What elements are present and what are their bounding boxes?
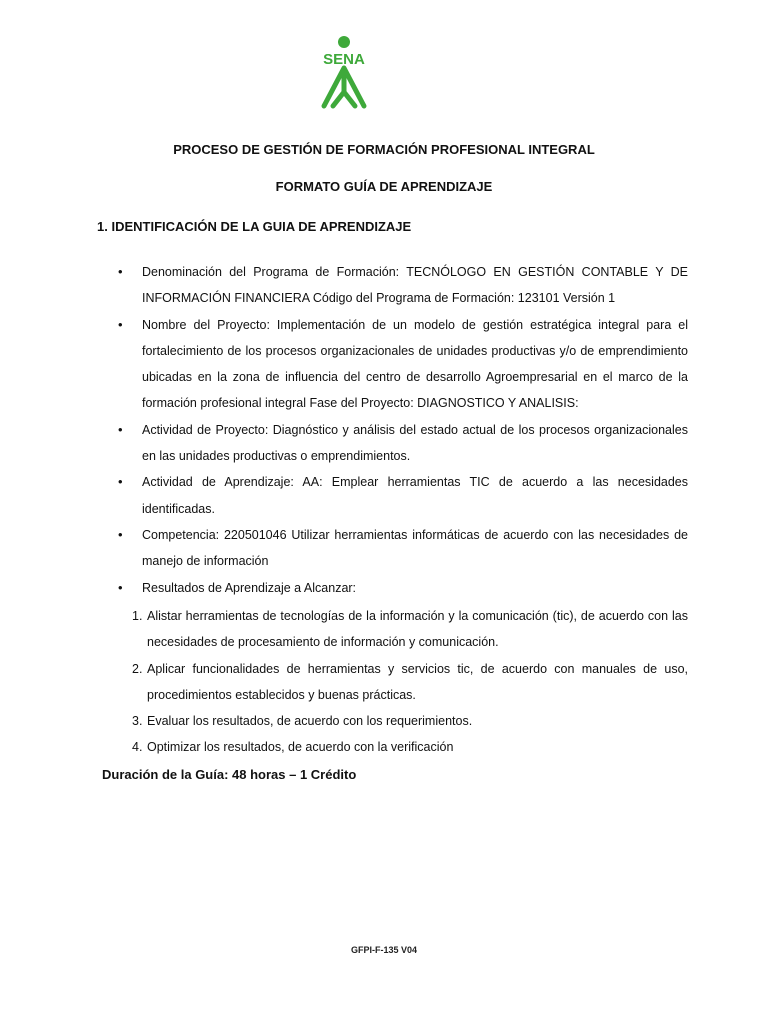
bullet-icon: • xyxy=(118,474,123,490)
result-item: 2. Aplicar funcionalidades de herramientas y servicios tic, de acuerdo con manuales de uso, procedimientos establecidos y buenas prácticas. xyxy=(132,661,688,702)
list-item: • Nombre del Proyecto: Implementación de un modelo de gestión estratégica integral para el fortalecimiento de los procesos organizacionales de unidades productivas y/o de emprendimiento ubicadas en la zona de influencia del centro de desarrollo Agroempresarial en el marco de la formación profesional integral Fase del Proyecto: DIAGNOSTICO Y ANALISIS: xyxy=(142,312,688,417)
result-item: 3. Evaluar los resultados, de acuerdo con los requerimientos. xyxy=(132,714,473,729)
list-item: • Actividad de Aprendizaje: AA: Emplear herramientas TIC de acuerdo a las necesidades identificadas. xyxy=(142,469,688,522)
result-item: 1. Alistar herramientas de tecnologías de la información y la comunicación (tic), de acuerdo con las necesidades de procesamiento de información y comunicación. xyxy=(132,609,688,650)
bullet-icon: • xyxy=(118,579,123,595)
section-heading: 1. IDENTIFICACIÓN DE LA GUIA DE APRENDIZAJE xyxy=(97,219,412,234)
identification-list xyxy=(118,259,688,601)
bullet-icon: • xyxy=(118,421,123,437)
footer-code: GFPI-F-135 V04 xyxy=(350,945,418,955)
bullet-icon: • xyxy=(118,316,123,332)
list-item: • Resultados de Aprendizaje a Alcanzar: xyxy=(142,575,688,601)
list-item: • Denominación del Programa de Formación: TECNÓLOGO EN GESTIÓN CONTABLE Y DE INFORMACIÓN FINANCIERA Código del Programa de Formación: 123101 Versión 1 xyxy=(142,259,688,312)
list-item: • Competencia: 220501046 Utilizar herramientas informáticas de acuerdo con las necesidades de manejo de información xyxy=(142,522,688,575)
process-title: PROCESO DE GESTIÓN DE FORMACIÓN PROFESIONAL INTEGRAL xyxy=(173,142,595,157)
bullet-icon: • xyxy=(118,264,123,279)
sena-logo xyxy=(316,34,372,110)
guide-duration: Duración de la Guía: 48 horas – 1 Crédito xyxy=(102,767,357,782)
bullet-icon: • xyxy=(118,526,123,542)
learning-results-list xyxy=(132,603,688,761)
list-item: • Actividad de Proyecto: Diagnóstico y análisis del estado actual de los procesos organizacionales en las unidades productivas o emprendimientos. xyxy=(142,417,688,470)
format-title: FORMATO GUÍA DE APRENDIZAJE xyxy=(275,179,493,194)
svg-text:SENA: SENA xyxy=(323,51,365,68)
result-item: 4. Optimizar los resultados, de acuerdo con la verificación xyxy=(132,740,454,755)
